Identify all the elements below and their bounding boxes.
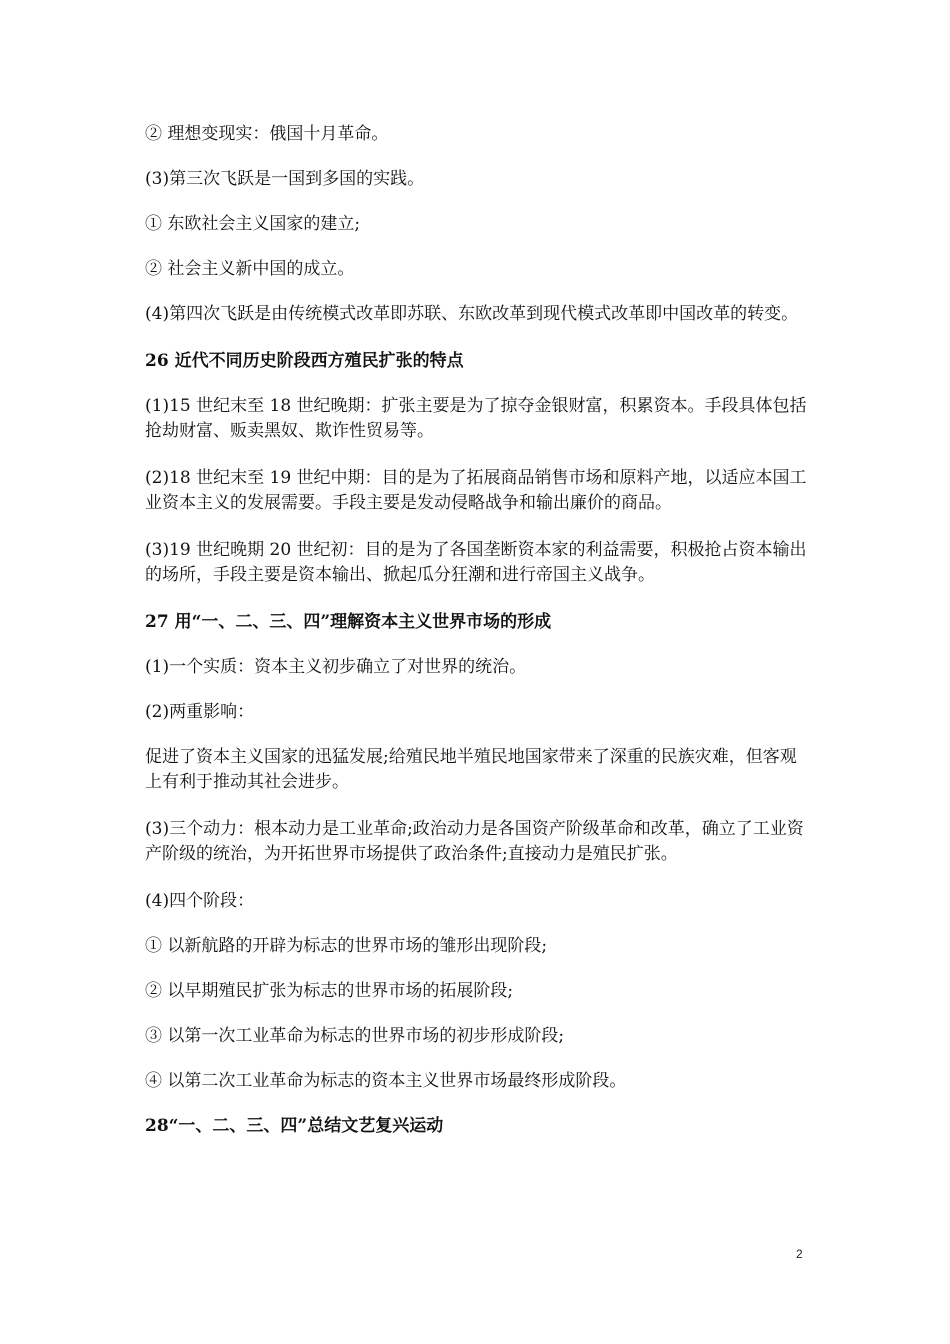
paragraph: ① 东欧社会主义国家的建立; xyxy=(145,214,361,234)
section-heading: 27 用“一、二、三、四”理解资本主义世界市场的形成 xyxy=(145,612,552,632)
paragraph: 促进了资本主义国家的迅猛发展;给殖民地半殖民地国家带来了深重的民族灾难，但客观上有利于推动其社会进步。 xyxy=(145,747,797,792)
paragraph: ② 社会主义新中国的成立。 xyxy=(145,259,355,279)
paragraph: (3)第三次飞跃是一国到多国的实践。 xyxy=(145,169,425,189)
document-body xyxy=(145,122,813,1159)
paragraph: (4)四个阶段： xyxy=(145,891,255,911)
paragraph: (1)一个实质：资本主义初步确立了对世界的统治。 xyxy=(145,657,527,677)
paragraph: ② 理想变现实：俄国十月革命。 xyxy=(145,124,389,144)
section-heading: 26 近代不同历史阶段西方殖民扩张的特点 xyxy=(145,351,464,371)
paragraph: (1)15 世纪末至 18 世纪晚期：扩张主要是为了掠夺金银财富，积累资本。手段具体包括抢劫财富、贩卖黑奴、欺诈性贸易等。 xyxy=(145,396,807,441)
section-heading: 28“一、二、三、四”总结文艺复兴运动 xyxy=(145,1116,444,1136)
paragraph: (3)19 世纪晚期 20 世纪初：目的是为了各国垄断资本家的利益需要，积极抢占资本输出的场所，手段主要是资本输出、掀起瓜分狂潮和进行帝国主义战争。 xyxy=(145,540,807,585)
list-item: ② 以早期殖民扩张为标志的世界市场的拓展阶段; xyxy=(145,981,514,1001)
list-item: ① 以新航路的开辟为标志的世界市场的雏形出现阶段; xyxy=(145,936,548,956)
list-item: ④ 以第二次工业革命为标志的资本主义世界市场最终形成阶段。 xyxy=(145,1071,627,1091)
paragraph: (2)18 世纪末至 19 世纪中期：目的是为了拓展商品销售市场和原料产地，以适应本国工业资本主义的发展需要。手段主要是发动侵略战争和输出廉价的商品。 xyxy=(145,468,807,513)
list-item: ③ 以第一次工业革命为标志的世界市场的初步形成阶段; xyxy=(145,1026,565,1046)
paragraph: (3)三个动力：根本动力是工业革命;政治动力是各国资产阶级革命和改革，确立了工业资产阶级的统治，为开拓世界市场提供了政治条件;直接动力是殖民扩张。 xyxy=(145,819,804,864)
paragraph: (2)两重影响： xyxy=(145,702,255,722)
paragraph: (4)第四次飞跃是由传统模式改革即苏联、东欧改革到现代模式改革即中国改革的转变。 xyxy=(145,304,799,324)
page-number: 2 xyxy=(796,1247,803,1261)
